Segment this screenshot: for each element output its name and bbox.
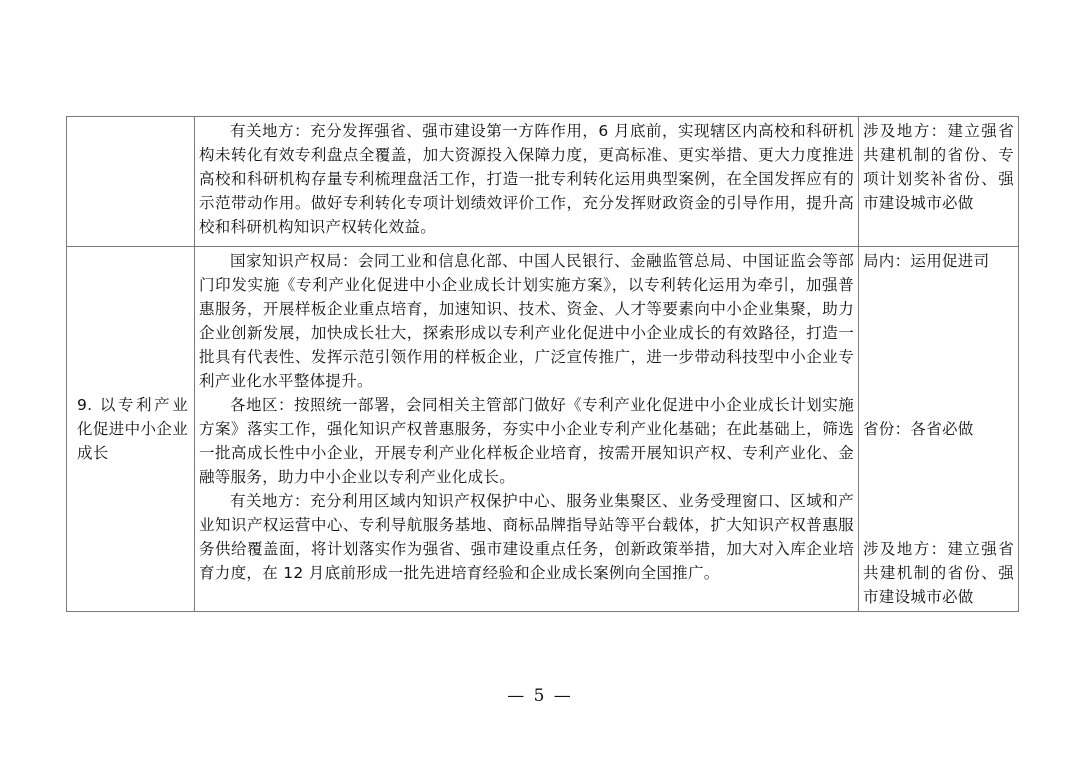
responsibility-text: 省份：各省必做 [863, 420, 974, 438]
content-paragraph: 有关地方：充分发挥强省、强市建设第一方阵作用，6 月底前，实现辖区内高校和科研机构未转化有效专利盘点全覆盖，加大资源投入保障力度，更高标准、更实举措、更大力度推进高校和科研机构存量专利梳理盘活工作，打造一批专利转化运用典型案例，在全国发挥应有的示范带动作用。做好专利转化专项计划绩效评价工作，充分发挥财政资金的引导作用，提升高校和科研机构知识产权转化效益。 [199, 122, 854, 236]
item-title: 9. 以专利产业化促进中小企业成长 [77, 396, 188, 462]
responsibility-text: 局内：运用促进司 [863, 252, 990, 270]
content-paragraph: 有关地方：充分利用区域内知识产权保护中心、服务业集聚区、业务受理窗口、区域和产业知识产权运营中心、专利导航服务基地、商标品牌指导站等平台载体，扩大知识产权普惠服务供给覆盖面，将计划落实作为强省、强市建设重点任务，创新政策举措，加大对入库企业培育力度，在 12 月底前形成一批先进培育经验和企业成长案例向全国推广。 [199, 492, 854, 582]
item-cell-empty [67, 117, 195, 247]
task-table [66, 116, 1019, 612]
table-row [67, 247, 1019, 612]
content-paragraph: 各地区：按照统一部署，会同相关主管部门做好《专利产业化促进中小企业成长计划实施方案》落实工作，强化知识产权普惠服务，夯实中小企业专利产业化基础；在此基础上，筛选一批高成长性中小企业，开展专利产业化样板企业培育，按需开展知识产权、专利产业化、金融等服务，助力中小企业以专利产业化成长。 [199, 396, 854, 486]
page-number: — 5 — [507, 686, 573, 706]
spacer [863, 441, 1014, 537]
content-cell [195, 117, 859, 247]
table-row [67, 117, 1019, 247]
responsibility-cell [859, 247, 1019, 612]
content-cell [195, 247, 859, 612]
responsibility-text: 涉及地方：建立强省共建机制的省份、强市建设城市必做 [863, 540, 1014, 606]
item-cell [67, 247, 195, 612]
spacer [863, 273, 1014, 417]
responsibility-text: 涉及地方：建立强省共建机制的省份、专项计划奖补省份、强市建设城市必做 [863, 122, 1014, 212]
content-paragraph: 国家知识产权局：会同工业和信息化部、中国人民银行、金融监管总局、中国证监会等部门印发实施《专利产业化促进中小企业成长计划实施方案》，以专利转化运用为牵引，加强普惠服务，开展样板企业重点培育，加速知识、技术、资金、人才等要素向中小企业集聚，助力企业创新发展，加快成长壮大，探索形成以专利产业化促进中小企业成长的有效路径，打造一批具有代表性、发挥示范引领作用的样板企业，广泛宣传推广，进一步带动科技型中小企业专利产业化水平整体提升。 [199, 252, 854, 390]
responsibility-cell [859, 117, 1019, 247]
